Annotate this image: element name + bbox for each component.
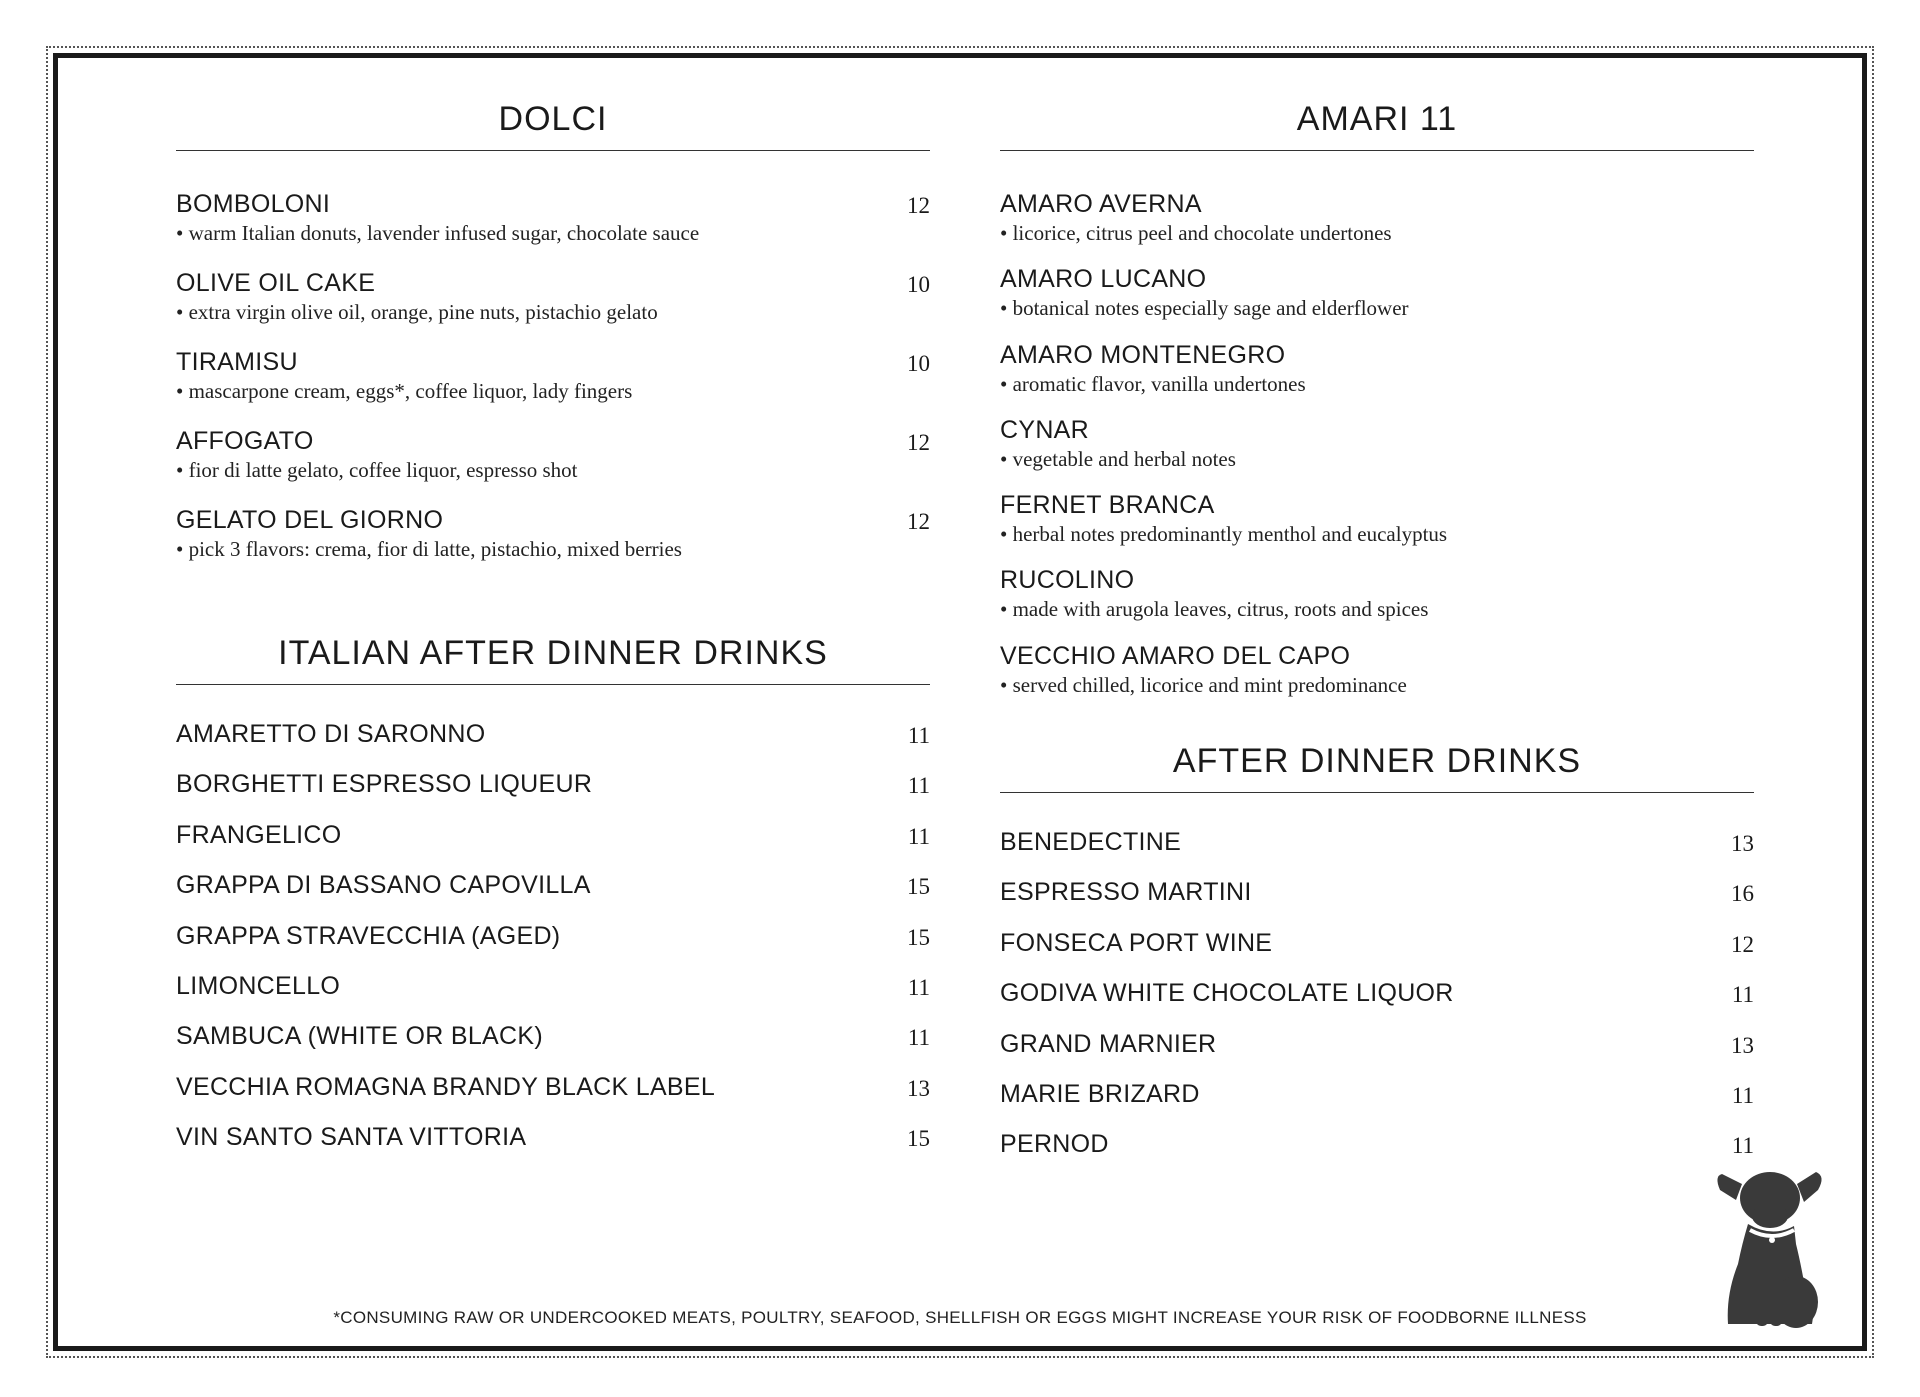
- item-name: GODIVA WHITE CHOCOLATE LIQUOR: [1000, 979, 1454, 1008]
- item-price: 11: [1731, 982, 1754, 1008]
- item-name: RUCOLINO: [1000, 566, 1135, 595]
- menu-item: [1000, 490, 1754, 565]
- menu-item: [176, 769, 930, 819]
- item-name: AFFOGATO: [176, 427, 314, 455]
- italian-drinks-list: [176, 719, 930, 1173]
- item-name: TIRAMISU: [176, 348, 298, 376]
- dolci-title: DOLCI: [176, 96, 930, 151]
- item-price: 11: [907, 773, 930, 799]
- item-name: FERNET BRANCA: [1000, 491, 1215, 520]
- item-price: 12: [1731, 931, 1754, 957]
- menu-item: [176, 347, 930, 426]
- menu-item: [176, 820, 930, 870]
- after-drinks-title: AFTER DINNER DRINKS: [1000, 738, 1754, 793]
- item-name: VECCHIO AMARO DEL CAPO: [1000, 641, 1351, 670]
- item-name: PERNOD: [1000, 1130, 1109, 1159]
- menu-item: [1000, 877, 1754, 927]
- right-column: [1000, 96, 1754, 1180]
- menu-item: [1000, 1029, 1754, 1079]
- item-name: AMARO MONTENEGRO: [1000, 340, 1286, 369]
- menu-item: [176, 1072, 930, 1122]
- item-name: VIN SANTO SANTA VITTORIA: [176, 1123, 527, 1152]
- menu-item: [1000, 827, 1754, 877]
- item-name: ESPRESSO MARTINI: [1000, 878, 1252, 907]
- item-price: 16: [1731, 881, 1754, 907]
- item-price: 15: [907, 1126, 930, 1152]
- item-name: SAMBUCA (WHITE OR BLACK): [176, 1022, 543, 1051]
- item-price: 11: [907, 723, 930, 748]
- item-price: 11: [907, 1025, 930, 1051]
- item-description: • licorice, citrus peel and chocolate undertones: [1000, 221, 1392, 245]
- item-name: GRAPPA DI BASSANO CAPOVILLA: [176, 871, 591, 900]
- item-price: 12: [907, 193, 930, 218]
- after-drinks-list: [1000, 827, 1754, 1180]
- menu-item: [1000, 641, 1754, 716]
- menu-item: [176, 1122, 930, 1172]
- item-description: • herbal notes predominantly menthol and eucalyptus: [1000, 522, 1448, 547]
- menu-item: [1000, 1079, 1754, 1129]
- menu-item: [1000, 1129, 1754, 1179]
- item-name: LIMONCELLO: [176, 971, 341, 1000]
- item-name: OLIVE OIL CAKE: [176, 269, 376, 297]
- item-description: • mascarpone cream, eggs*, coffee liquor, lady fingers: [176, 379, 633, 403]
- menu-item: [1000, 415, 1754, 490]
- item-name: FONSECA PORT WINE: [1000, 928, 1273, 957]
- menu-item: [1000, 189, 1754, 264]
- menu-item: [176, 505, 930, 584]
- menu-item: [1000, 264, 1754, 339]
- italian-drinks-title: ITALIAN AFTER DINNER DRINKS: [176, 630, 930, 685]
- amari-title: AMARI 11: [1000, 96, 1754, 151]
- item-description: • botanical notes especially sage and elderflower: [1000, 296, 1409, 321]
- item-description: • served chilled, licorice and mint predominance: [1000, 672, 1407, 697]
- item-description: • aromatic flavor, vanilla undertones: [1000, 371, 1306, 396]
- item-name: AMARO AVERNA: [1000, 190, 1202, 218]
- item-price: 13: [907, 1075, 930, 1101]
- item-description: • pick 3 flavors: crema, fior di latte, pistachio, mixed berries: [176, 537, 682, 561]
- item-name: GRAND MARNIER: [1000, 1029, 1217, 1058]
- item-description: • fior di latte gelato, coffee liquor, espresso shot: [176, 458, 578, 482]
- item-name: BORGHETTI ESPRESSO LIQUEUR: [176, 770, 593, 799]
- menu-item: [176, 268, 930, 347]
- menu-item: [176, 1021, 930, 1071]
- menu-item: [176, 921, 930, 971]
- item-name: GRAPPA STRAVECCHIA (AGED): [176, 921, 561, 950]
- food-safety-footnote: *CONSUMING RAW OR UNDERCOOKED MEATS, POULTRY, SEAFOOD, SHELLFISH OR EGGS MIGHT INCREASE YOUR RISK OF FOODBORNE ILLNESS: [333, 1308, 1587, 1327]
- item-price: 11: [1731, 1133, 1754, 1159]
- item-name: MARIE BRIZARD: [1000, 1080, 1200, 1109]
- left-column: [176, 96, 930, 1173]
- item-name: AMARETTO DI SARONNO: [176, 720, 486, 748]
- item-price: 13: [1731, 1032, 1754, 1058]
- item-price: 11: [907, 974, 930, 1000]
- item-name: CYNAR: [1000, 415, 1090, 444]
- item-price: 15: [907, 874, 930, 900]
- item-name: GELATO DEL GIORNO: [176, 506, 444, 534]
- menu-item: [1000, 565, 1754, 640]
- item-description: • made with arugola leaves, citrus, roots and spices: [1000, 597, 1429, 622]
- dolci-list: [176, 189, 930, 584]
- item-name: BENEDECTINE: [1000, 828, 1182, 857]
- item-description: • extra virgin olive oil, orange, pine nuts, pistachio gelato: [176, 300, 658, 324]
- item-name: BOMBOLONI: [176, 190, 331, 218]
- item-name: FRANGELICO: [176, 820, 342, 849]
- menu-item: [1000, 928, 1754, 978]
- item-description: • warm Italian donuts, lavender infused sugar, chocolate sauce: [176, 221, 700, 245]
- item-name: VECCHIA ROMAGNA BRANDY BLACK LABEL: [176, 1072, 716, 1101]
- menu-item: [176, 719, 930, 769]
- menu-item: [176, 189, 930, 268]
- item-price: 12: [907, 509, 930, 534]
- item-price: 10: [907, 272, 930, 297]
- item-price: 13: [1731, 831, 1754, 857]
- menu-item: [176, 870, 930, 920]
- item-price: 11: [1731, 1083, 1754, 1109]
- item-price: 12: [907, 430, 930, 455]
- menu-item: [1000, 340, 1754, 415]
- item-price: 15: [907, 924, 930, 950]
- menu-item: [176, 971, 930, 1021]
- item-price: 10: [907, 351, 930, 376]
- menu-item: [176, 426, 930, 505]
- item-price: 11: [907, 823, 930, 849]
- menu-item: [1000, 978, 1754, 1028]
- item-description: • vegetable and herbal notes: [1000, 446, 1236, 471]
- amari-list: [1000, 189, 1754, 716]
- item-name: AMARO LUCANO: [1000, 265, 1207, 294]
